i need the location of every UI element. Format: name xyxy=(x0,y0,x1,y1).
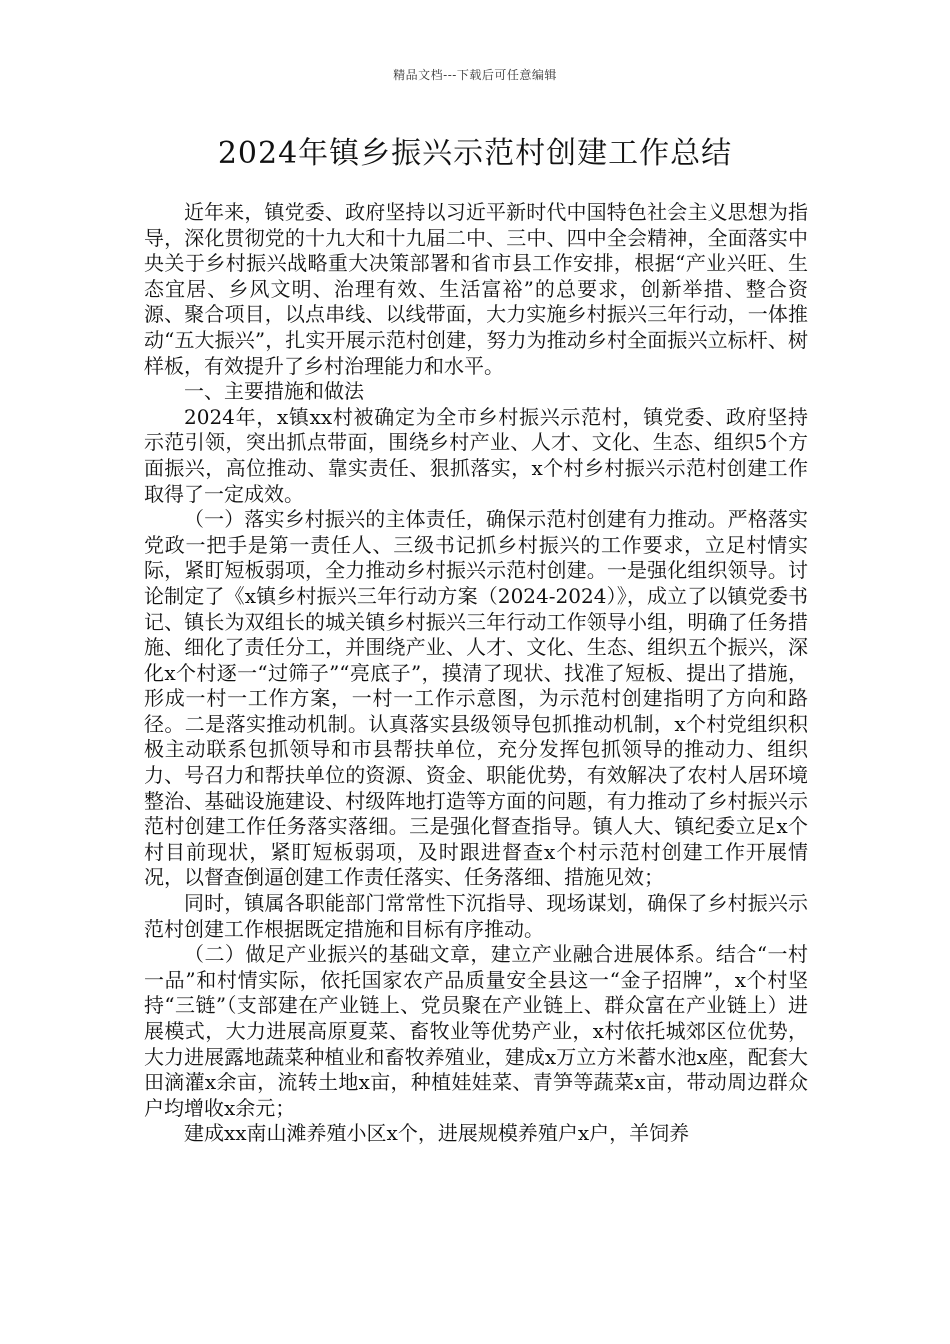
section-heading-measures: 一、主要措施和做法 xyxy=(184,379,364,404)
paragraph-breeding-zone: 建成xx南山滩养殖小区x个，进展规模养殖户x户，羊饲养 xyxy=(184,1121,690,1146)
paragraph-overview: 2024年，x镇xx村被确定为全市乡村振兴示范村，镇党委、政府坚持示范引领，突出抓点带面，围绕乡村产业、人才、文化、生态、组织5个方面振兴，高位推动、靠实责任、狠抓落实，x个村乡村振兴示范村创建工作取得了一定成效。 xyxy=(144,404,808,506)
paragraph-intro: 近年来，镇党委、政府坚持以习近平新时代中国特色社会主义思想为指导，深化贯彻党的十九大和十九届二中、三中、四中全会精神，全面落实中央关于乡村振兴战略重大决策部署和省市县工作安排，根据“产业兴旺、生态宜居、乡风文明、治理有效、生活富裕”的总要求，创新举措、整合资源、聚合项目，以点串线、以线带面，大力实施乡村振兴三年行动，一体推动“五大振兴”，扎实开展示范村创建，努力为推动乡村全面振兴立标杆、树样板，有效提升了乡村治理能力和水平。 xyxy=(144,200,808,378)
paragraph-department-guidance: 同时，镇属各职能部门常常性下沉指导、现场谋划，确保了乡村振兴示范村创建工作根据既定措施和目标有序推动。 xyxy=(144,891,808,941)
paragraph-section-two: （二）做足产业振兴的基础文章，建立产业融合进展体系。结合“一村一品”和村情实际，依托国家农产品质量安全县这一“金子招牌”，x个村坚持“三链”（支部建在产业链上、党员聚在产业链上、群众富在产业链上）进展模式，大力进展高原夏菜、畜牧业等优势产业，x村依托城郊区位优势，大力进展露地蔬菜种植业和畜牧养殖业，建成x万立方米蓄水池x座，配套大田滴灌x余亩，流转土地x亩，种植娃娃菜、青笋等蔬菜x亩，带动周边群众户均增收x余元； xyxy=(144,942,808,1120)
document-title: 2024年镇乡振兴示范村创建工作总结 xyxy=(217,136,733,171)
document-body xyxy=(144,200,808,1147)
header-note: 精品文档---下载后可任意编辑 xyxy=(393,68,557,82)
paragraph-section-one: （一）落实乡村振兴的主体责任，确保示范村创建有力推动。严格落实党政一把手是第一责任人、三级书记抓乡村振兴的工作要求，立足村情实际，紧盯短板弱项，全力推动乡村振兴示范村创建。一是强化组织领导。讨论制定了《x镇乡村振兴三年行动方案（2024-2024）》，成立了以镇党委书记、镇长为双组长的城关镇乡村振兴三年行动工作领导小组，明确了任务措施、细化了责任分工，并围绕产业、人才、文化、生态、组织五个振兴，深化x个村逐一“过筛子”“亮底子”，摸清了现状、找准了短板、提出了措施，形成一村一工作方案，一村一工作示意图，为示范村创建指明了方向和路径。二是落实推动机制。认真落实县级领导包抓推动机制，x个村党组织积极主动联系包抓领导和市县帮扶单位，充分发挥包抓领导的推动力、组织力、号召力和帮扶单位的资源、资金、职能优势，有效解决了农村人居环境整治、基础设施建设、村级阵地打造等方面的问题，有力推动了乡村振兴示范村创建工作任务落实落细。三是强化督查指导。镇人大、镇纪委立足x个村目前现状，紧盯短板弱项，及时跟进督查x个村示范村创建工作开展情况，以督查倒逼创建工作责任落实、任务落细、措施见效； xyxy=(144,507,808,890)
